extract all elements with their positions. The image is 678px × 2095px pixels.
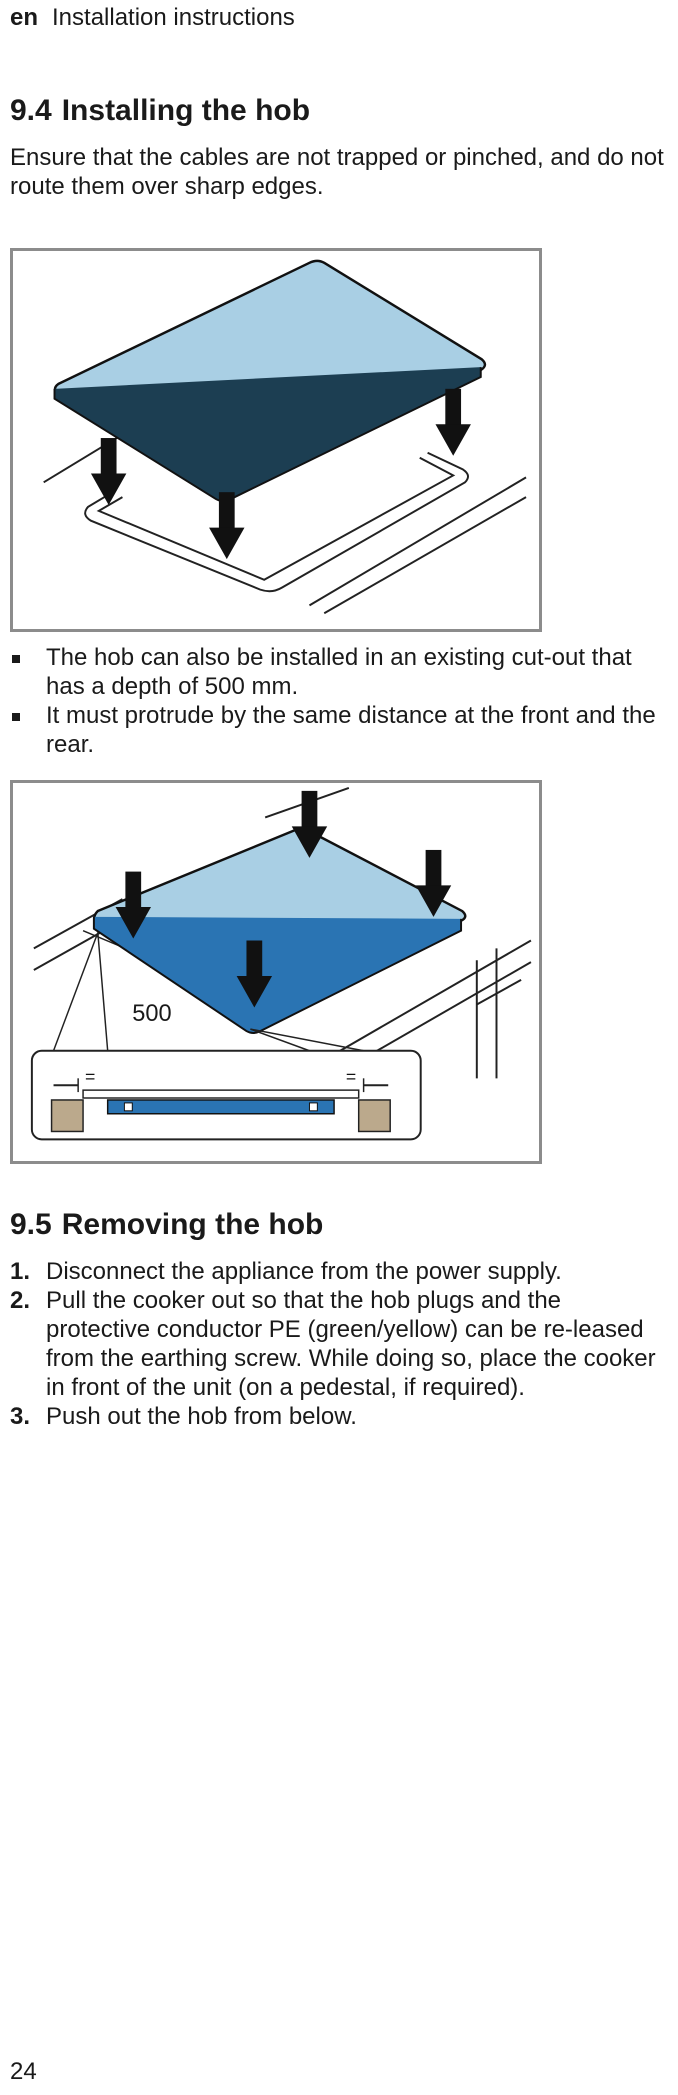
figure-existing-cutout [10, 780, 542, 1164]
section-number: 9.4 [10, 94, 52, 127]
section-title: Installing the hob [61, 94, 311, 127]
bullet-list [10, 643, 670, 759]
intro-paragraph: Ensure that the cables are not trapped or pinched, and do not route them over sharp edges. [10, 144, 664, 200]
section-heading-9-4 [10, 94, 310, 128]
list-item [10, 1257, 670, 1286]
step-number: 2. [10, 1287, 31, 1314]
list-item: The hob can also be installed in an existing cut-out that has a depth of 500 mm. [10, 643, 670, 701]
figure-installing-hob [10, 248, 542, 632]
step-number: 1. [10, 1258, 31, 1285]
step-list [10, 1257, 670, 1431]
page-number: 24 [10, 2058, 37, 2085]
cutout-depth-illustration [13, 783, 539, 1161]
list-item: It must protrude by the same distance at the front and the rear. [10, 701, 670, 759]
language-code: en [10, 4, 39, 31]
step-text: Push out the hob from below. [46, 1403, 357, 1430]
header-title: Installation instructions [52, 4, 295, 31]
step-text: Disconnect the appliance from the power supply. [46, 1258, 562, 1285]
step-text: Pull the cooker out so that the hob plugs and the protective conductor PE (green/yellow) can be re-leased from the earthing screw. While doing so, place the cooker in front of the unit (on a pedestal, if required). [46, 1287, 656, 1401]
list-item [10, 1402, 670, 1431]
list-item [10, 1286, 670, 1402]
running-header [10, 4, 295, 32]
section-number: 9.5 [10, 1208, 52, 1241]
section-heading-9-5 [10, 1208, 323, 1242]
equal-mark-left: = [85, 1066, 96, 1087]
hob-installation-illustration [13, 251, 539, 629]
dimension-label: 500 [132, 1001, 172, 1028]
equal-mark-right: = [345, 1066, 357, 1087]
section-title: Removing the hob [61, 1208, 324, 1241]
step-number: 3. [10, 1403, 31, 1430]
